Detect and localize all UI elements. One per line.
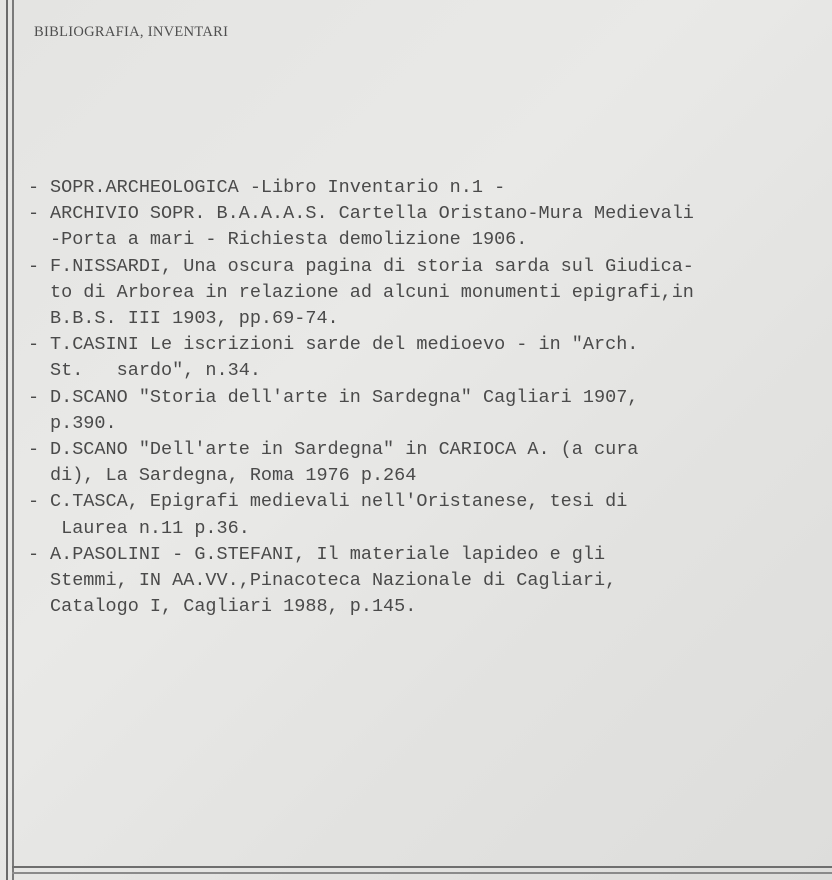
entry-line: di), La Sardegna, Roma 1976 p.264 [50,465,417,487]
entry-line: ARCHIVIO SOPR. B.A.A.A.S. Cartella Oristano-Mura Medievali [50,203,694,225]
bottom-border-line-lower [12,872,832,874]
bullet-dash: - [28,334,40,356]
entry-line: to di Arborea in relazione ad alcuni monumenti epigrafi,in [50,281,694,303]
entry-line: p.390. [50,412,117,434]
bibliography-entry [28,175,694,201]
bullet-dash: - [28,177,40,198]
entry-line: T.CASINI Le iscrizioni sarde del medioevo - in "Arch. [50,334,639,356]
bibliography-entry [28,542,694,621]
entry-line: D.SCANO "Dell'arte in Sardegna" in CARIOCA A. (a cura [50,439,639,461]
entry-line: B.B.S. III 1903, pp.69-74. [50,308,339,330]
left-border-line-inner [12,0,14,880]
entry-line: Stemmi, IN AA.VV.,Pinacoteca Nazionale di Cagliari, [50,570,617,592]
bibliography-entry [28,437,694,489]
bibliography-list [28,175,694,620]
entry-line: F.NISSARDI, Una oscura pagina di storia sarda sul Giudica- [50,255,694,277]
bullet-dash: - [28,255,40,277]
entry-line: A.PASOLINI - G.STEFANI, Il materiale lapideo e gli [50,543,606,565]
left-border-line-outer [6,0,8,880]
bullet-dash: - [28,491,40,513]
bibliography-entry [28,332,694,384]
bibliography-entry [28,385,694,437]
bullet-dash: - [28,543,40,565]
entry-line: Catalogo I, Cagliari 1988, p.145. [50,596,417,618]
entry-line: -Porta a mari - Richiesta demolizione 1906. [50,229,528,251]
bullet-dash: - [28,203,40,225]
bibliography-entry [28,201,694,253]
section-heading: BIBLIOGRAFIA, INVENTARI [34,24,229,40]
bibliography-entry [28,254,694,333]
entry-line: C.TASCA, Epigrafi medievali nell'Oristanese, tesi di [50,491,628,513]
entry-line: Laurea n.11 p.36. [50,517,250,539]
bullet-dash: - [28,386,40,408]
entry-line: St. sardo", n.34. [50,360,261,382]
entry-line: D.SCANO "Storia dell'arte in Sardegna" Cagliari 1907, [50,386,639,408]
entry-line: SOPR.ARCHEOLOGICA -Libro Inventario n.1 - [50,177,506,198]
bibliography-entry [28,489,694,541]
bottom-border-line-upper [12,866,832,868]
bullet-dash: - [28,439,40,461]
